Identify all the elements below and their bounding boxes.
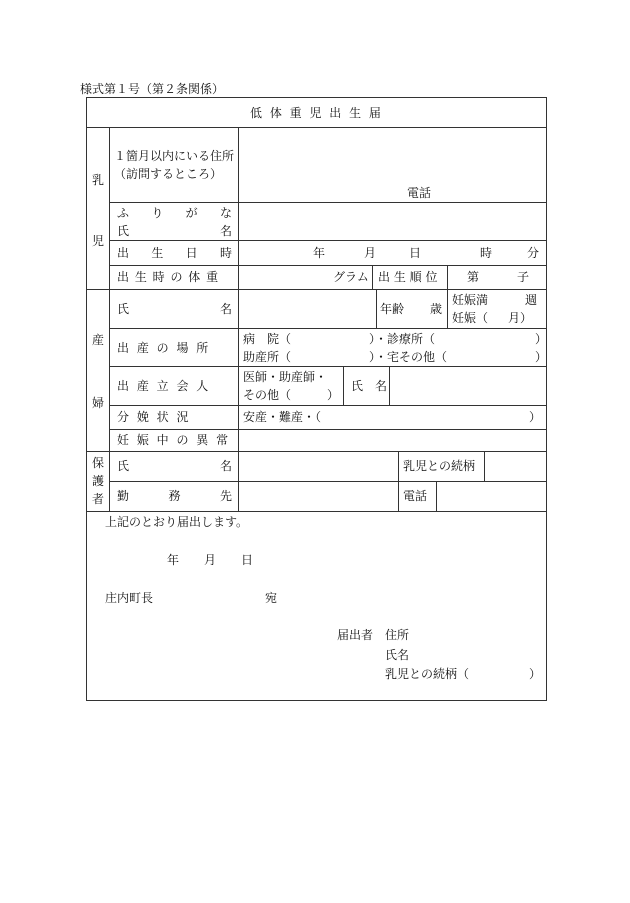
relation-label: 乳児との続柄 (403, 459, 476, 473)
rule (109, 127, 110, 511)
rule (343, 366, 344, 405)
rule (389, 366, 390, 405)
unit-day: 日 (409, 246, 422, 260)
group-label-infant: 児 (92, 234, 105, 248)
home-option: ）・宅その他（ (369, 350, 448, 364)
clinic-option: ）・診療所（ (369, 332, 436, 346)
unit-month: 月 (364, 246, 377, 260)
attendant-label: 出 産 立 会 人 (117, 379, 211, 393)
close-paren: ） (529, 410, 542, 424)
rule (372, 265, 373, 289)
form-title: 低 体 重 児 出 生 届 (250, 106, 383, 120)
rule (87, 127, 546, 128)
honorific: 宛 (265, 591, 278, 605)
hospital-option: 病 院（ (243, 332, 292, 346)
group-label-mother: 産 (92, 333, 105, 347)
addressee: 庄内町長 (105, 591, 154, 605)
pregnancy-abnormal-label: 妊 娠 中 の 異 常 (117, 433, 231, 447)
close-paren: ） (327, 388, 340, 402)
close-paren: ） (535, 332, 548, 346)
birth-order-label: 出 生 順 位 (378, 270, 438, 284)
delivery-status-value: 安産・難産・（ (243, 410, 322, 424)
rule (109, 265, 546, 266)
rule (398, 451, 399, 511)
address-label: （訪問するところ） (114, 167, 223, 181)
rule (447, 289, 448, 328)
group-label-guardian: 保 (92, 456, 105, 470)
date-day: 日 (241, 553, 254, 567)
attendant-name-label: 氏 名 (351, 379, 388, 393)
attendant-other: その他（ (243, 388, 292, 402)
address-label: １箇月以内にいる住所 (114, 149, 235, 163)
gram-unit: グラム (333, 270, 369, 284)
submitter-label: 届出者 (337, 628, 374, 642)
unit-year: 年 (313, 246, 326, 260)
rule (109, 429, 546, 430)
submitter-relation-label: 乳児との続柄（ (385, 667, 470, 681)
rule (436, 481, 437, 511)
group-label-guardian: 者 (92, 492, 105, 506)
workplace-label: 勤 務 先 (117, 489, 232, 503)
birth-datetime-label: 出 生 日 時 (117, 246, 232, 260)
submitter-name-label: 氏名 (385, 648, 410, 662)
date-month: 月 (204, 553, 217, 567)
guardian-name-label: 氏 名 (117, 459, 232, 473)
birth-order-value: 第 子 (467, 270, 529, 284)
pregnancy-weeks-label: 妊娠満 週 (452, 293, 537, 307)
delivery-status-label: 分 娩 状 況 (117, 410, 191, 424)
unit-minute: 分 (527, 246, 540, 260)
birth-notification-form (86, 97, 547, 701)
close-paren: ） (535, 350, 548, 364)
birth-weight-label: 出 生 時 の 体 重 (117, 270, 220, 284)
rule (376, 289, 377, 328)
rule (109, 481, 546, 482)
group-label-guardian: 護 (92, 474, 105, 488)
rule (109, 328, 546, 329)
form-number-label: 様式第１号（第２条関係） (80, 82, 225, 96)
rule (109, 366, 546, 367)
mother-age-label: 年齢 歳 (380, 302, 442, 316)
rule (87, 511, 546, 512)
statement: 上記のとおり届出します。 (105, 515, 249, 529)
group-label-infant: 乳 (92, 173, 105, 187)
rule (87, 289, 546, 290)
unit-hour: 時 (480, 246, 493, 260)
submitter-address-label: 住所 (385, 628, 410, 642)
midwife-option: 助産所（ (243, 350, 292, 364)
phone-label: 電話 (407, 186, 432, 200)
attendant-options: 医師・助産師・ (243, 370, 328, 384)
rule (109, 405, 546, 406)
guardian-phone-label: 電話 (403, 489, 428, 503)
furigana-label: ふ り が な (117, 206, 232, 220)
pregnancy-months-label: 妊娠（ 月） (452, 311, 532, 325)
group-label-mother: 婦 (92, 396, 105, 410)
date-year: 年 (167, 553, 180, 567)
rule (109, 240, 546, 241)
name-label: 氏 名 (117, 224, 232, 238)
delivery-place-label: 出 産 の 場 所 (117, 341, 211, 355)
close-paren: ） (529, 667, 542, 681)
rule (484, 451, 485, 481)
mother-name-label: 氏 名 (117, 302, 232, 316)
rule (87, 451, 546, 452)
rule (447, 265, 448, 289)
rule (238, 127, 239, 511)
rule (109, 202, 546, 203)
